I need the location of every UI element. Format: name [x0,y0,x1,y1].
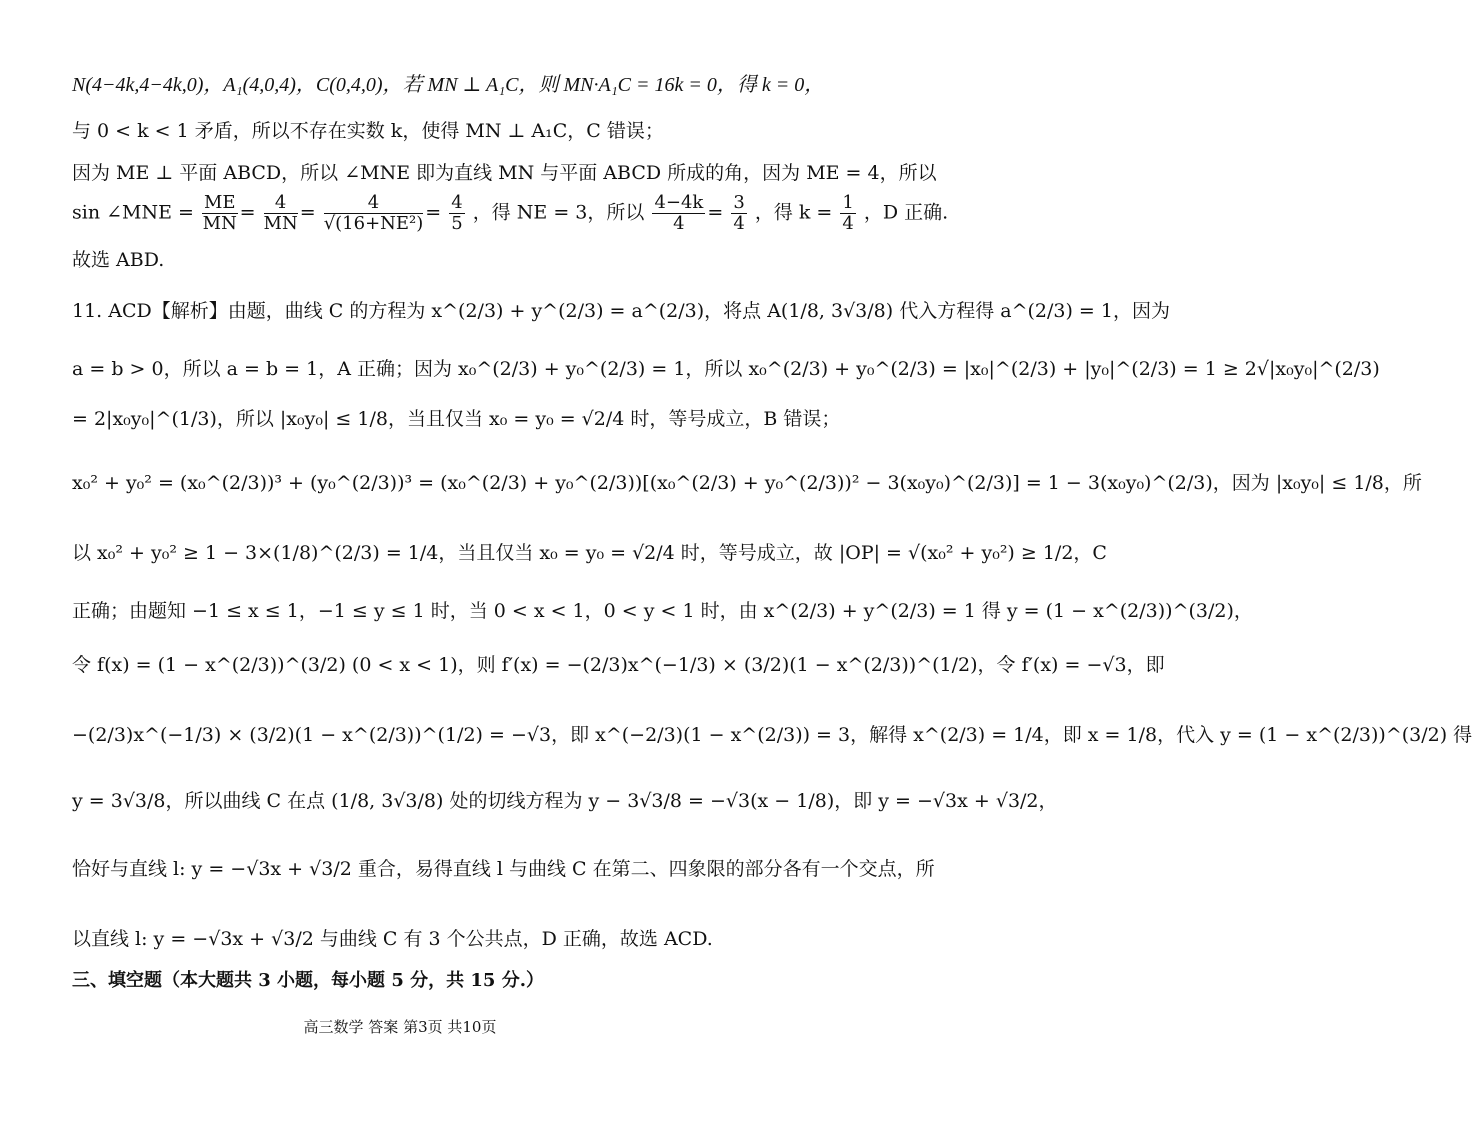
text-line-9: x₀² + y₀² = (x₀^(2/3))³ + (y₀^(2/3))³ = (x₀^(2/3) + y₀^(2/3))[(x₀^(2/3) + y₀^(2/3))² − 3(x₀y₀)^(2/3)] = 1 − 3(x₀y₀)^(2/3)，因为 |x₀y₀| ≤ 1/8，所 [72,472,1422,494]
fraction-4-mn [264,193,298,234]
line4-part-d: ，D 正确. [863,201,949,224]
text-line-7: a = b > 0，所以 a = b = 1，A 正确；因为 x₀^(2/3) + y₀^(2/3) = 1，所以 x₀^(2/3) + y₀^(2/3) = |x₀|^(2/3) + |y₀|^(2/3) = 1 ≥ 2√|x₀y₀|^(2/3) [72,358,1380,380]
text-line-8: = 2|x₀y₀|^(1/3)，所以 |x₀y₀| ≤ 1/8，当且仅当 x₀ = y₀ = √2/4 时，等号成立，B 错误； [72,408,841,430]
fraction-numerator: 4 [324,193,424,214]
fraction-3-4 [731,193,746,234]
section-heading: 三、填空题（本大题共 3 小题，每小题 5 分，共 15 分.） [72,970,544,991]
fraction-denominator: MN [263,213,298,234]
fraction-denominator: 4 [673,213,685,234]
line4-part-a: sin ∠MNE = [72,201,200,224]
text-line-14: y = 3√3/8，所以曲线 C 在点 (1/8, 3√3/8) 处的切线方程为 y − 3√3/8 = −√3(x − 1/8)，即 y = −√3x + √3/2， [72,790,1058,812]
fraction-4-5 [449,193,464,234]
text-line-6: 11. ACD【解析】由题，曲线 C 的方程为 x^(2/3) + y^(2/3) = a^(2/3)，将点 A(1/8, 3√3/8) 代入方程得 a^(2/3) = 1，因为 [72,300,1170,322]
fraction-4-sqrt [324,193,424,234]
text-line-12: 令 f(x) = (1 − x^(2/3))^(3/2) (0 < x < 1)，则 f′(x) = −(2/3)x^(−1/3) × (3/2)(1 − x^(2/3))^(1/2)，令 f′(x) = −√3，即 [72,654,1165,676]
fraction-numerator: 4 [264,193,298,214]
fraction-denominator: MN [202,213,237,234]
fraction-denominator: 5 [451,213,463,234]
fraction-denominator: 4 [842,213,854,234]
page-footer: 高三数学 答案 第3页 共10页 [303,1018,497,1036]
text-line-10: 以 x₀² + y₀² ≥ 1 − 3×(1/8)^(2/3) = 1/4，当且仅当 x₀ = y₀ = √2/4 时，等号成立，故 |OP| = √(x₀² + y₀²) ≥ 1/2，C [72,542,1107,564]
fraction-numerator: 4 [451,192,463,213]
fraction-denominator: √(16+NE²) [323,213,424,234]
text-line-11: 正确；由题知 −1 ≤ x ≤ 1，−1 ≤ y ≤ 1 时，当 0 < x < 1，0 < y < 1 时，由 x^(2/3) + y^(2/3) = 1 得 y = (1 − x^(2/3))^(3/2)， [72,600,1253,622]
text-line-2: 与 0 < k < 1 矛盾，所以不存在实数 k，使得 MN ⊥ A₁C，C 错误； [72,120,664,142]
text-line-5: 故选 ABD. [72,249,165,271]
fraction-4-4k [652,193,705,234]
line4-part-c: ，得 k = [754,201,839,224]
text-line-16: 以直线 l: y = −√3x + √3/2 与曲线 C 有 3 个公共点，D 正确，故选 ACD. [72,928,713,950]
text-line-3: 因为 ME ⊥ 平面 ABCD，所以 ∠MNE 即为直线 MN 与平面 ABCD 所成的角，因为 ME = 4，所以 [72,162,937,184]
fraction-numerator: ME [203,192,236,213]
text-line-1: N(4−4k,4−4k,0)，A₁(4,0,4)，C(0,4,0)，若 MN ⊥ A₁C，则 MN·A₁C = 16k = 0，得 k = 0， [72,74,825,96]
line4-part-b: ，得 NE = 3，所以 [472,201,645,224]
fraction-numerator: 4−4k [654,192,704,213]
fraction-me-mn [202,193,238,234]
text-line-13: −(2/3)x^(−1/3) × (3/2)(1 − x^(2/3))^(1/2) = −√3，即 x^(−2/3)(1 − x^(2/3)) = 3，解得 x^(2/3) = 1/4，即 x = 1/8，代入 y = (1 − x^(2/3))^(3/2) 得 [72,724,1472,746]
fraction-numerator: 3 [733,192,745,213]
text-line-15: 恰好与直线 l: y = −√3x + √3/2 重合，易得直线 l 与曲线 C 在第二、四象限的部分各有一个交点，所 [72,858,935,880]
fraction-1-4 [840,193,855,234]
text-line-4: sin ∠MNE = $\frac{ME}{MN}$ = $\frac{4}{MN}$ = $\frac{4}{\text{√(16+NE²)}}$ = $\frac{4}{5}$ ，得 NE = 3，所以 $\frac{4-4k}{4}$ = $\frac{3}{4}$ ，得 k = $\frac{1}{4}$ ，D 正确. [72,192,949,234]
fraction-numerator: 1 [842,192,854,213]
fraction-denominator: 4 [733,213,745,234]
